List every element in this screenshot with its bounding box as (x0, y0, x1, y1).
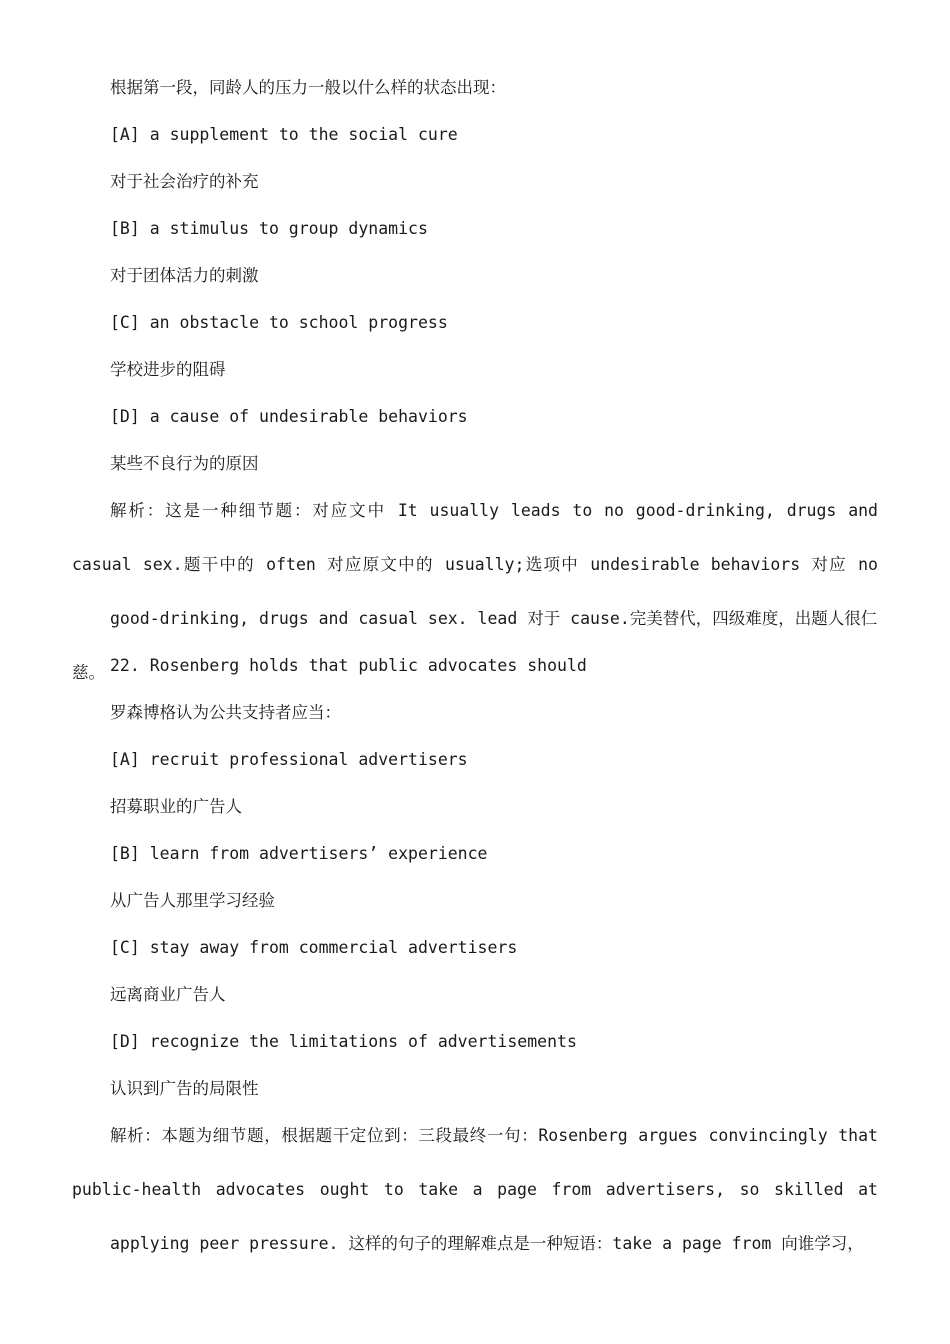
q21-analysis-line-2: casual sex.题干中的 often 对应原文中的 usually;选项中 undesirable behaviors 对应 no (72, 555, 878, 574)
q21-stem: 根据第一段，同龄人的压力一般以什么样的状态出现： (110, 78, 506, 97)
q22-option-d-zh: 认识到广告的局限性 (110, 1079, 259, 1098)
q22-stem-en: 22. Rosenberg holds that public advocates should (110, 656, 587, 675)
q22-analysis-line-2: that public-health advocates ought to take a page from advertisers, so skilled at (72, 1126, 878, 1199)
q22-option-c-en: [C] stay away from commercial advertisers (110, 938, 518, 957)
q22-option-c-zh: 远离商业广告人 (110, 985, 226, 1004)
q21-option-d-en: [D] a cause of undesirable behaviors (110, 407, 468, 426)
q21-option-d-zh: 某些不良行为的原因 (110, 454, 259, 473)
q21-option-c-zh: 学校进步的阻碍 (110, 360, 226, 379)
q21-analysis-line-3: good-drinking, drugs and casual sex. lead 对于 cause.完美替代，四级难度，出题人很仁慈。 (72, 609, 878, 682)
q21-option-a-en: [A] a supplement to the social cure (110, 125, 458, 144)
q22-analysis-line-3: applying peer pressure. 这样的句子的理解难点是一种短语：take a page from 向谁学习， (110, 1234, 864, 1253)
q22-analysis-line-1: 解析：本题为细节题，根据题干定位到：三段最终一句：Rosenberg argues convincingly (110, 1126, 828, 1145)
q22-option-b-zh: 从广告人那里学习经验 (110, 891, 275, 910)
q21-option-c-en: [C] an obstacle to school progress (110, 313, 448, 332)
q21-option-b-zh: 对于团体活力的刺激 (110, 266, 259, 285)
q22-option-a-zh: 招募职业的广告人 (110, 797, 242, 816)
q22-option-d-en: [D] recognize the limitations of advertisements (110, 1032, 577, 1051)
q22-analysis (72, 1109, 878, 1271)
q21-option-a-zh: 对于社会治疗的补充 (110, 172, 259, 191)
q22-option-a-en: [A] recruit professional advertisers (110, 750, 468, 769)
q21-analysis-line-1: 解析：这是一种细节题：对应文中 It usually leads to no good-drinking, drugs and (110, 501, 878, 520)
q22-option-b-en: [B] learn from advertisers’ experience (110, 844, 488, 863)
q22-stem-zh: 罗森博格认为公共支持者应当： (110, 703, 341, 722)
q21-option-b-en: [B] a stimulus to group dynamics (110, 219, 428, 238)
